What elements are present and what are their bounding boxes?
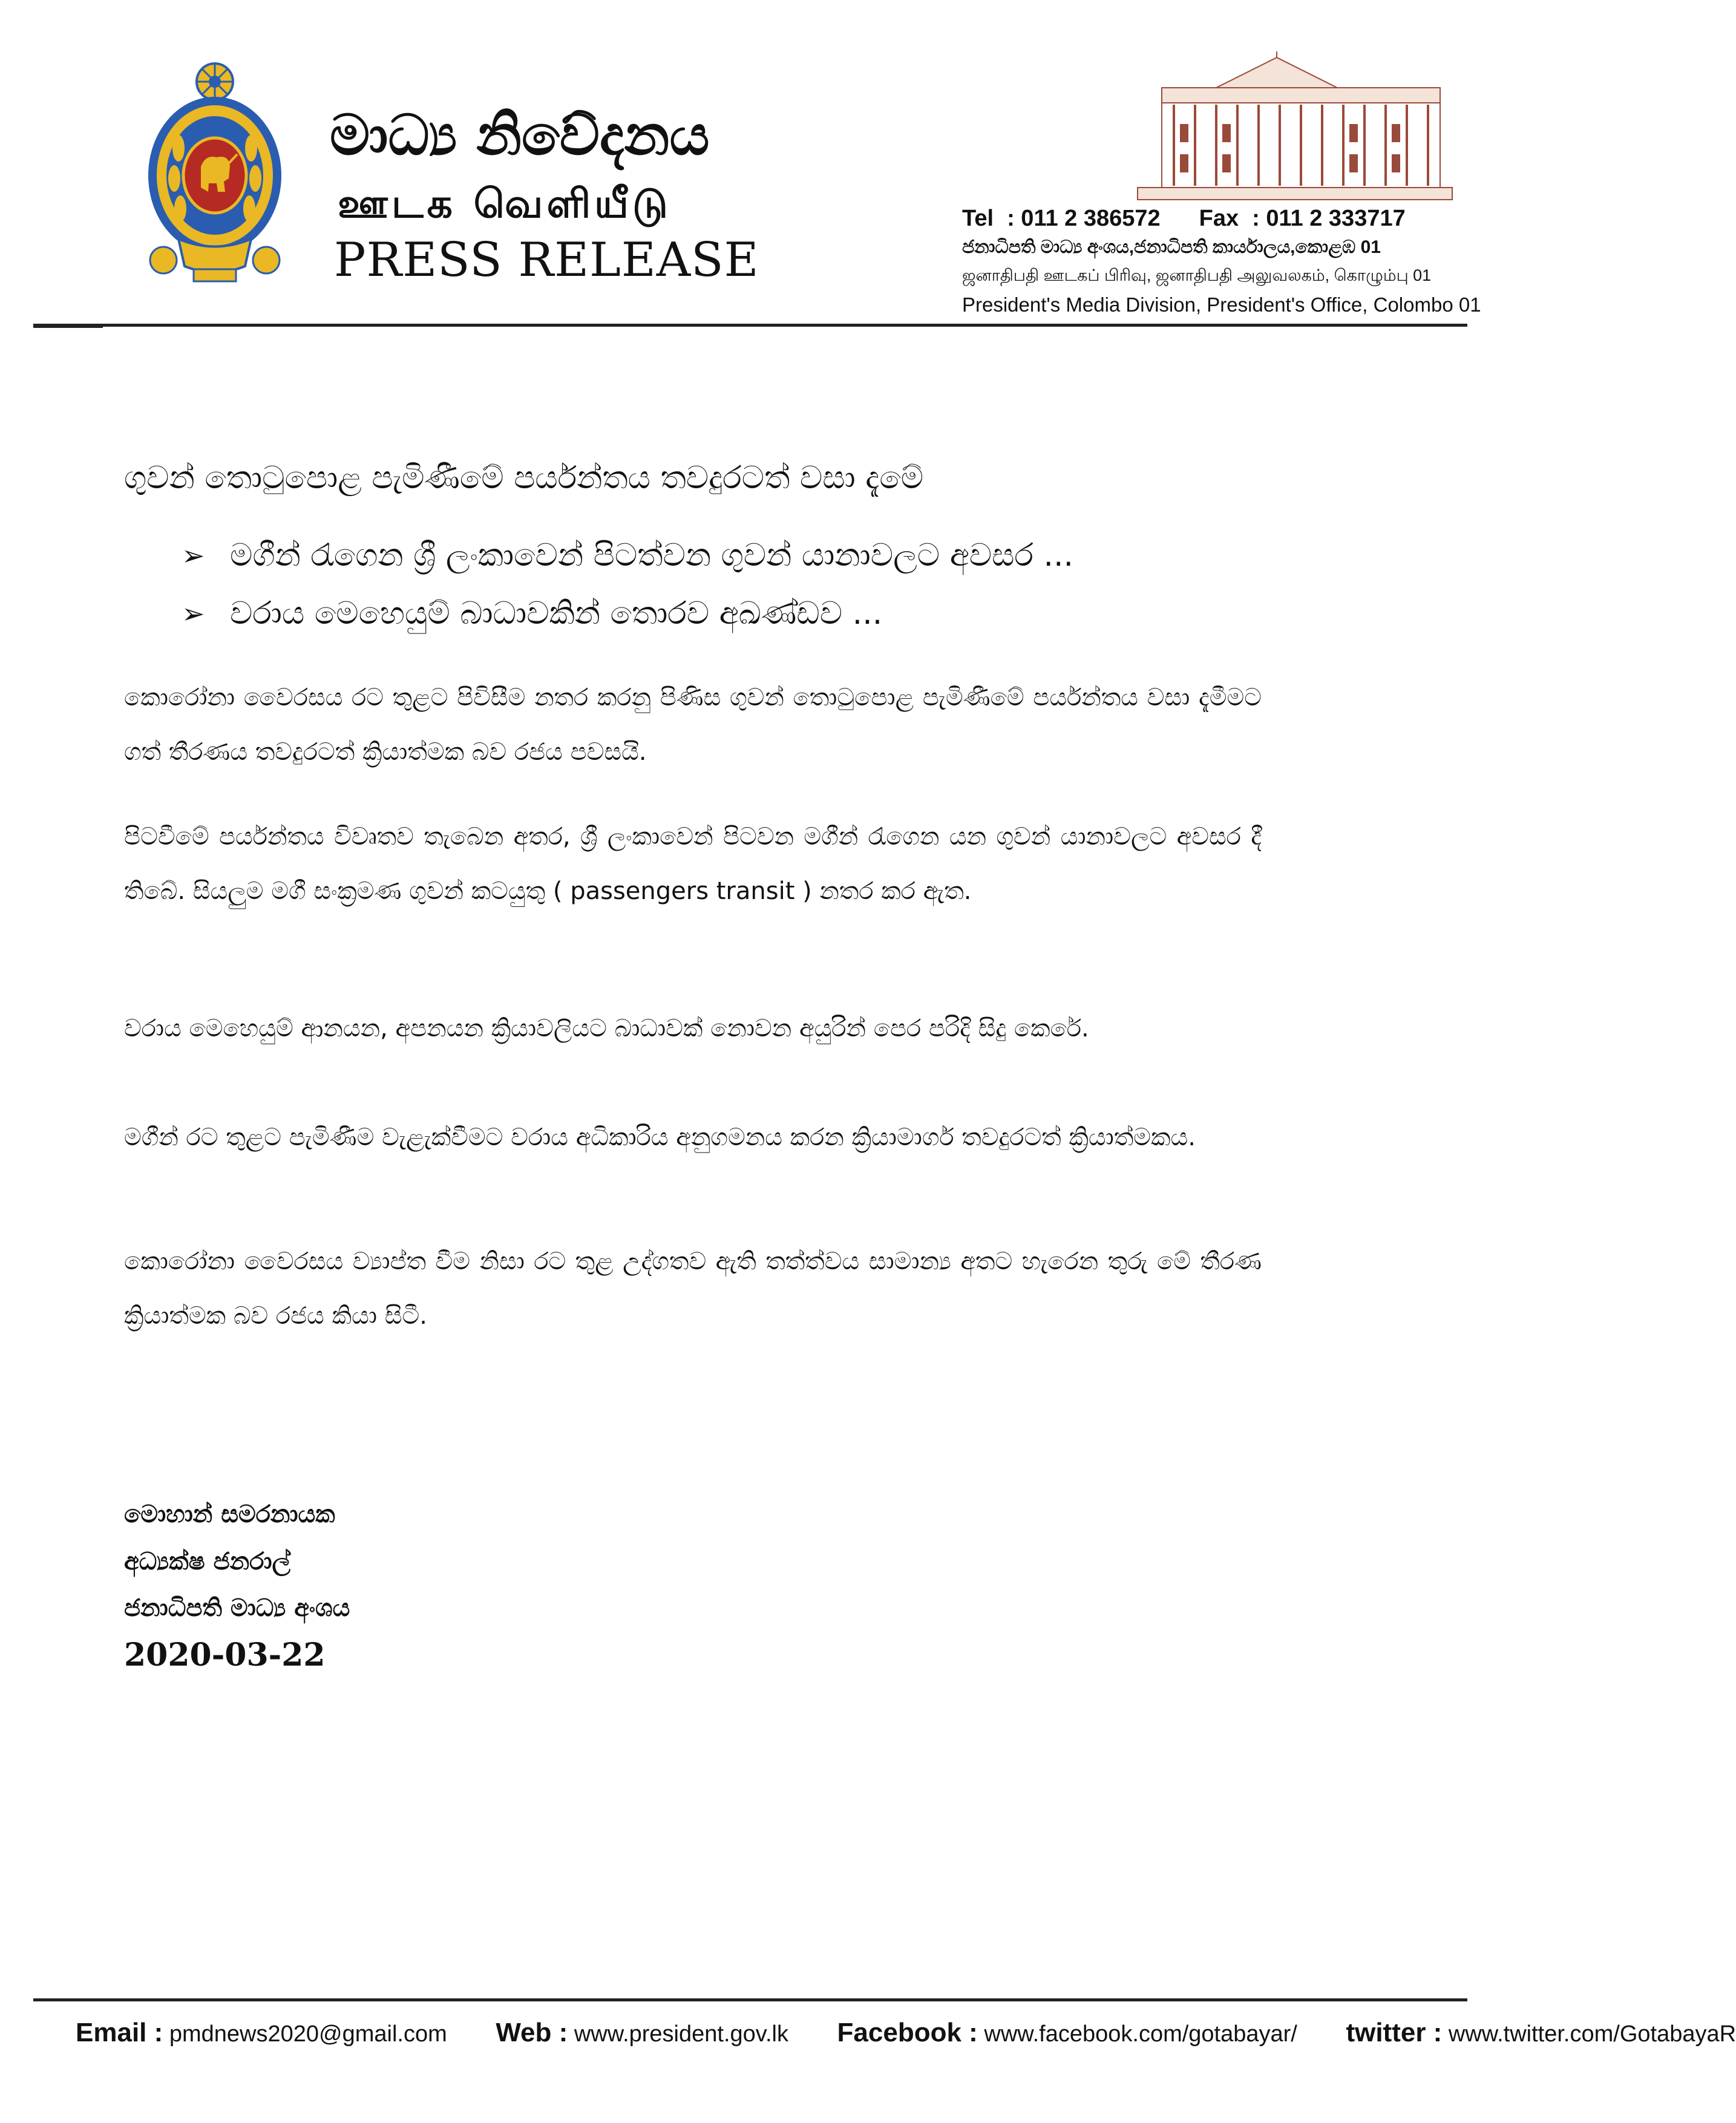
title-tamil: ஊடக வெளியீடு bbox=[338, 180, 672, 227]
fax-label: Fax bbox=[1199, 206, 1239, 231]
paragraph: පිටවීමේ පර්යන්තය විවෘතව තැබෙන අතර, ශ්‍රී ලංකාවෙන් පිටවන මගීන් රැගෙන යන ගුවන් යානාවලට අවසර දී තිබේ. සියලුම මගී සංක්‍රමණ ගුවන් කටයුතු ( passengers transit ) නතර කර ඇත. bbox=[124, 823, 1262, 905]
release-date: 2020-03-22 bbox=[124, 1637, 326, 1673]
bullet-list bbox=[182, 526, 1073, 643]
arrow-bullet-icon: ➢ bbox=[182, 539, 205, 572]
sri-lanka-state-emblem-icon bbox=[145, 57, 284, 293]
email-label: Email : bbox=[76, 2018, 163, 2047]
arrow-bullet-icon: ➢ bbox=[182, 597, 205, 630]
address-tamil: ஜனாதிபதி ஊடகப் பிரிவு, ஜனாதிபதி அலுவலகம், கொழும்பு 01 bbox=[962, 266, 1432, 284]
paragraph: වරාය මෙහෙයුම් ආනයන, අපනයන ක්‍රියාවලියට බාධාවක් නොවන අයුරින් පෙර පරිදි සිදු කෙරේ. bbox=[124, 1015, 1089, 1042]
bullet-text: මගීන් රැගෙන ශ්‍රී ලංකාවෙන් පිටත්වන ගුවන් යානාවලට අවසර ... bbox=[230, 537, 1074, 574]
presidential-secretariat-building-icon bbox=[1138, 51, 1452, 200]
tel-value: : 011 2 386572 bbox=[1007, 206, 1161, 231]
paragraph: මගීන් රට තුළට පැමිණීම වැළැක්වීමට වරාය අධිකාරිය අනුගමනය කරන ක්‍රියාමාර්ග තවදුරටත් ක්‍රියාත්මකය. bbox=[124, 1124, 1196, 1151]
list-item bbox=[182, 584, 1073, 643]
signatory-office: ජනාධිපති මාධ්‍ය අංශය bbox=[124, 1594, 350, 1622]
address-sinhala: ජනාධිපති මාධ්‍ය අංශය,ජනාධිපති කාර්යාලය,කොළඹ 01 bbox=[962, 237, 1381, 257]
facebook-label: Facebook : bbox=[837, 2018, 978, 2047]
headline: ගුවන් තොටුපොළ පැමිණීමේ පර්යන්තය තවදුරටත් වසා දැමේ bbox=[124, 460, 924, 496]
fax-value: : 011 2 333717 bbox=[1252, 206, 1406, 231]
email-link[interactable]: pmdnews2020@gmail.com bbox=[169, 2021, 447, 2047]
title-sinhala: මාධ්‍ය නිවේදනය bbox=[330, 103, 710, 168]
footer-divider bbox=[33, 1998, 1467, 2001]
twitter-link[interactable]: www.twitter.com/GotabayaR bbox=[1448, 2021, 1736, 2047]
tel-fax-line bbox=[962, 206, 1406, 232]
address-english: President's Media Division, President's Office, Colombo 01 bbox=[962, 293, 1481, 316]
web-label: Web : bbox=[496, 2018, 568, 2047]
title-english: PRESS RELEASE bbox=[334, 233, 759, 287]
signatory-title: අධ්‍යක්ෂ ජනරාල් bbox=[124, 1548, 291, 1575]
list-item bbox=[182, 526, 1073, 584]
header-divider bbox=[33, 324, 1467, 327]
paragraph: කොරෝනා වෛරසය රට තුළට පිවිසීම නතර කරනු පිණිස ගුවන් තොටුපොළ පැමිණීමේ පර්යන්තය වසා දැමීමට ගත් තීරණය තවදුරටත් ක්‍රියාත්මක බව රජය පවසයි. bbox=[124, 684, 1262, 766]
footer-contacts bbox=[76, 2018, 1736, 2048]
signatory-name: මොහාන් සමරනායක bbox=[124, 1500, 335, 1528]
facebook-link[interactable]: www.facebook.com/gotabayar/ bbox=[984, 2021, 1297, 2047]
web-link[interactable]: www.president.gov.lk bbox=[574, 2021, 788, 2047]
tel-label: Tel bbox=[962, 206, 994, 231]
paragraph: කොරෝනා වෛරසය ව්‍යාප්ත වීම නිසා රට තුළ උද්ගතව ඇති තත්ත්වය සාමාන්‍ය අතට හැරෙන තුරු මේ තීරණ ක්‍රියාත්මක බව රජය කියා සිටී. bbox=[124, 1248, 1262, 1330]
twitter-label: twitter : bbox=[1346, 2018, 1443, 2047]
bullet-text: වරාය මෙහෙයුම් බාධාවකින් තොරව අඛණ්ඩව ... bbox=[230, 595, 883, 632]
header-divider-accent bbox=[33, 325, 103, 328]
